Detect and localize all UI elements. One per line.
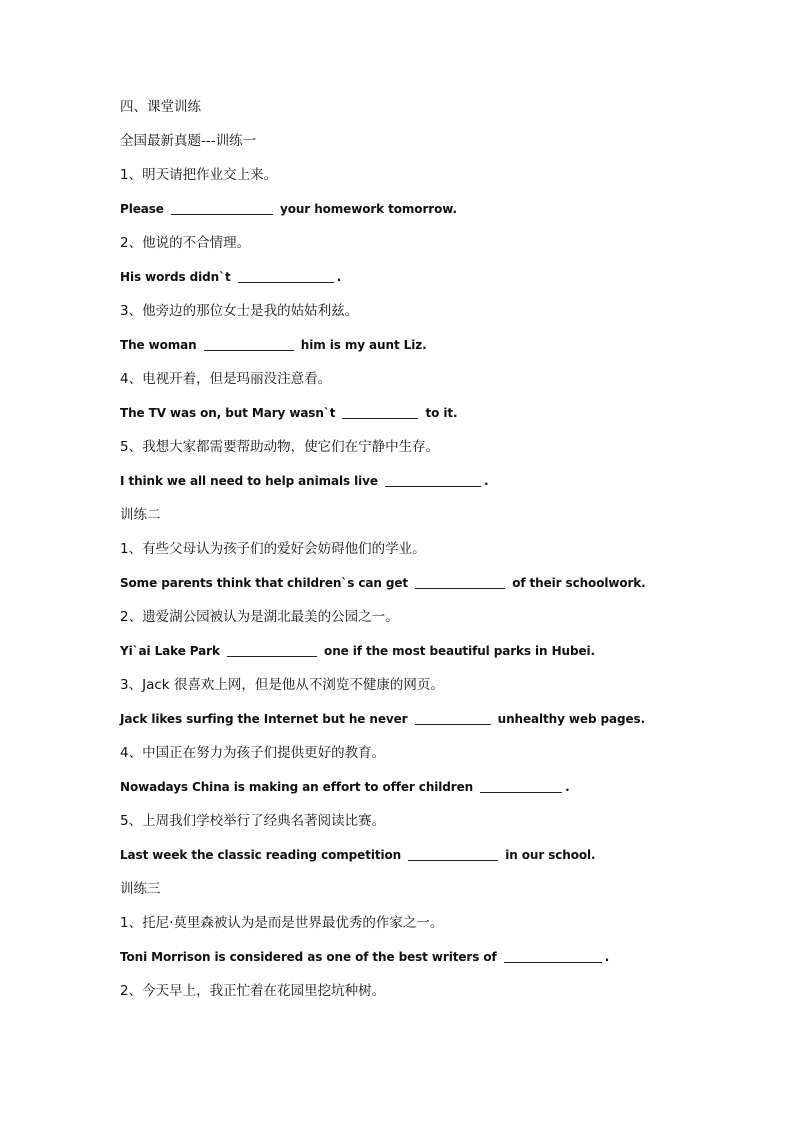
answer-blank[interactable] — [342, 404, 418, 419]
english-text-after: . — [604, 950, 610, 964]
group-title: 训练三 — [120, 881, 161, 897]
question-english — [120, 401, 740, 435]
question-chinese: 3、Jack 很喜欢上网，但是他从不浏览不健康的网页。 — [120, 677, 444, 693]
question-chinese: 1、有些父母认为孩子们的爱好会妨碍他们的学业。 — [120, 541, 426, 557]
english-text-after: in our school. — [505, 848, 596, 862]
question-english — [120, 469, 740, 503]
english-text-after: unhealthy web pages. — [497, 712, 646, 726]
answer-blank[interactable] — [480, 778, 562, 793]
english-text-before: Please — [120, 202, 164, 216]
worksheet-page — [120, 95, 740, 1013]
english-text-before: Some parents think that children`s can get — [120, 576, 409, 590]
question-chinese: 4、电视开着，但是玛丽没注意看。 — [120, 371, 332, 387]
english-text-before: The woman — [120, 338, 197, 352]
question-english — [120, 945, 740, 979]
question-english — [120, 707, 740, 741]
english-text-after: . — [565, 780, 570, 794]
question-chinese: 5、上周我们学校举行了经典名著阅读比赛。 — [120, 813, 386, 829]
question-chinese: 2、他说的不合情理。 — [120, 235, 251, 251]
english-text-after: . — [336, 270, 342, 284]
question-chinese: 2、今天早上，我正忙着在花园里挖坑种树。 — [120, 983, 386, 999]
group-title: 全国最新真题---训练一 — [120, 133, 257, 149]
english-text-after: to it. — [425, 406, 458, 420]
english-text-after: of their schoolwork. — [512, 576, 646, 590]
question-english — [120, 571, 740, 605]
answer-blank[interactable] — [504, 948, 602, 963]
question-english — [120, 197, 740, 231]
question-english — [120, 333, 740, 367]
english-text-before: The TV was on, but Mary wasn`t — [120, 406, 336, 420]
english-text-before: Yi`ai Lake Park — [120, 644, 220, 658]
answer-blank[interactable] — [204, 336, 294, 351]
section-title: 四、课堂训练 — [120, 99, 201, 115]
english-text-before: Toni Morrison is considered as one of the best writers of — [120, 950, 497, 964]
english-text-before: His words didn`t — [120, 270, 231, 284]
question-english — [120, 775, 740, 809]
english-text-after: one if the most beautiful parks in Hubei. — [324, 644, 595, 658]
question-english — [120, 265, 740, 299]
question-chinese: 4、中国正在努力为孩子们提供更好的教育。 — [120, 745, 386, 761]
english-text-after: him is my aunt Liz. — [300, 338, 427, 352]
group-title: 训练二 — [120, 507, 161, 523]
english-text-before: I think we all need to help animals live — [120, 474, 378, 488]
question-chinese: 1、托尼·莫里森被认为是而是世界最优秀的作家之一。 — [120, 915, 444, 931]
question-chinese: 5、我想大家都需要帮助动物，使它们在宁静中生存。 — [120, 439, 440, 455]
question-english — [120, 843, 740, 877]
answer-blank[interactable] — [171, 200, 273, 215]
answer-blank[interactable] — [415, 574, 505, 589]
question-chinese: 1、明天请把作业交上来。 — [120, 167, 278, 183]
answer-blank[interactable] — [415, 710, 491, 725]
english-text-before: Last week the classic reading competition — [120, 848, 402, 862]
english-text-after: your homework tomorrow. — [279, 202, 457, 216]
question-english — [120, 639, 740, 673]
answer-blank[interactable] — [385, 472, 481, 487]
english-text-before: Nowadays China is making an effort to offer children — [120, 780, 474, 794]
question-chinese: 3、他旁边的那位女士是我的姑姑利兹。 — [120, 303, 359, 319]
english-text-after: . — [484, 474, 489, 488]
english-text-before: Jack likes surfing the Internet but he never — [120, 712, 408, 726]
answer-blank[interactable] — [408, 846, 498, 861]
answer-blank[interactable] — [227, 642, 317, 657]
answer-blank[interactable] — [238, 268, 334, 283]
question-chinese: 2、遗爱湖公园被认为是湖北最美的公园之一。 — [120, 609, 399, 625]
